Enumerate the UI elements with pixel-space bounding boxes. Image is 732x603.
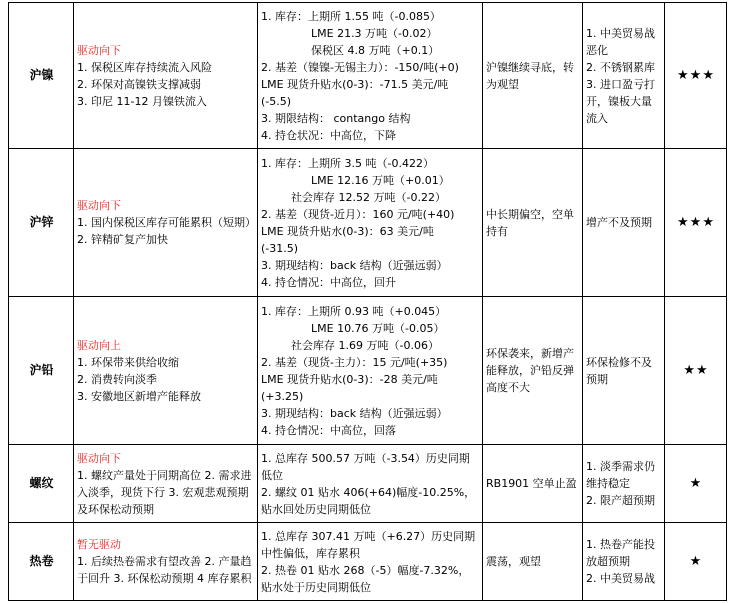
fund-line: 4. 持仓情况：中高位，回落 xyxy=(261,423,396,437)
view-cell: 中长期偏空，空单持有 xyxy=(483,149,583,297)
driver-cell xyxy=(74,3,258,149)
rating-stars: ★★★ xyxy=(665,3,727,149)
driver-title: 驱动向上 xyxy=(77,338,121,352)
view-cell: 环保袭来，新增产能释放，沪铅反弹高度不大 xyxy=(483,297,583,445)
driver-line: 2. 锌精矿复产加快 xyxy=(77,233,168,246)
fund-line: 1. 总库存 307.41 万吨（+6.27）历史同期中性偏低，库存累积 xyxy=(261,529,476,560)
fundamentals-cell xyxy=(258,523,483,601)
fund-line: 2. 基差（现货-近月）：160 元/吨(+40) xyxy=(261,207,455,221)
fund-line: 1. 库存：上期所 1.55 吨（-0.085） xyxy=(261,9,441,23)
driver-line: 1. 国内保税区库存可能累积（短期） xyxy=(77,216,256,229)
fund-line: 3. 期限结构： contango 结构 xyxy=(261,111,411,125)
risk-cell: 环保检修不及预期 xyxy=(583,297,665,445)
driver-title: 驱动向下 xyxy=(77,199,121,212)
view-cell: 沪镍继续寻底，转为观望 xyxy=(483,3,583,149)
fund-line: 4. 持仓状况：中高位，下降 xyxy=(261,128,396,142)
driver-cell xyxy=(74,297,258,445)
fund-line: 4. 持仓情况：中高位，回升 xyxy=(261,275,396,289)
driver-line: 3. 安徽地区新增产能释放 xyxy=(77,389,201,403)
driver-line: 1. 保税区库存持续流入风险 xyxy=(77,60,212,74)
fund-line: LME 现货升贴水(0-3)：-28 美元/吨 xyxy=(261,372,438,386)
fund-line: 2. 螺纹 01 贴水 406(+64)幅度-10.25%，贴水回处历史同期低位 xyxy=(261,485,476,516)
fund-line: 1. 总库存 500.57 万吨（-3.54）历史同期低位 xyxy=(261,451,470,482)
driver-cell xyxy=(74,445,258,523)
commodity-name: 热卷 xyxy=(9,523,74,601)
table-row-lead xyxy=(9,297,727,445)
fund-line: 2. 热卷 01 贴水 268（-5）幅度-7.32%，贴水处于历史同期低位 xyxy=(261,563,470,594)
rating-stars: ★★ xyxy=(665,297,727,445)
driver-line: 2. 消费转向淡季 xyxy=(77,372,157,386)
driver-line: 3. 印尼 11-12 月镍铁流入 xyxy=(77,94,207,108)
view-cell: RB1901 空单止盈 xyxy=(483,445,583,523)
driver-line: 2. 环保对高镍铁支撑减弱 xyxy=(77,77,201,91)
fund-line: (+3.25) xyxy=(261,389,304,403)
fundamentals-cell xyxy=(258,445,483,523)
rating-stars: ★ xyxy=(665,445,727,523)
rating-stars: ★★★ xyxy=(665,149,727,297)
table-row-nickel xyxy=(9,3,727,149)
fund-line: 保税区 4.8 万吨（+0.1） xyxy=(311,43,440,57)
fundamentals-cell xyxy=(258,3,483,149)
rating-stars: ★ xyxy=(665,523,727,601)
commodity-name: 螺纹 xyxy=(9,445,74,523)
commodity-name: 沪镍 xyxy=(9,3,74,149)
table-row-hot-coil xyxy=(9,523,727,601)
fund-line: 2. 基差（现货-主力）：15 元/吨(+35) xyxy=(261,355,448,369)
commodity-strategy-table xyxy=(8,2,727,601)
risk-cell: 增产不及预期 xyxy=(583,149,665,297)
table-row-rebar xyxy=(9,445,727,523)
fund-line: LME 21.3 万吨（-0.02） xyxy=(311,26,438,40)
fund-line: 3. 期现结构：back 结构（近强远弱） xyxy=(261,406,448,420)
fund-line: 2. 基差（镍镍-无锡主力）：-150/吨(+0) xyxy=(261,60,459,74)
commodity-name: 沪铅 xyxy=(9,297,74,445)
risk-cell: 1. 热卷产能投放超预期 2. 中美贸易战 xyxy=(583,523,665,601)
driver-title: 暂无驱动 xyxy=(77,538,121,551)
view-cell: 震荡，观望 xyxy=(483,523,583,601)
fundamentals-cell xyxy=(258,297,483,445)
driver-line: 1. 后续热卷需求有望改善 2. 产量趋于回升 3. 环保松动预期 4 库存累积 xyxy=(77,555,252,585)
risk-cell: 1. 中美贸易战恶化 2. 不锈钢累库 3. 进口盈亏打开，镍板大量流入 xyxy=(583,3,665,149)
driver-title: 驱动向下 xyxy=(77,43,121,57)
fund-line: (-5.5) xyxy=(261,94,292,108)
fund-line: LME 10.76 万吨（-0.05） xyxy=(311,321,445,335)
fund-line: 1. 库存：上期所 3.5 吨（-0.422） xyxy=(261,156,434,170)
driver-title: 驱动向下 xyxy=(77,451,121,465)
driver-line: 1. 螺纹产量处于同期高位 2. 需求进入淡季，现货下行 3. 宏观悲观预期及环保松动预期 xyxy=(77,468,252,516)
fund-line: 社会库存 12.52 万吨（-0.22） xyxy=(291,190,446,204)
risk-cell: 1. 淡季需求仍维持稳定 2. 限产超预期 xyxy=(583,445,665,523)
fund-line: LME 12.16 万吨（+0.01） xyxy=(311,173,450,187)
driver-cell xyxy=(74,523,258,601)
fund-line: (-31.5) xyxy=(261,241,299,255)
driver-line: 1. 环保带来供给收缩 xyxy=(77,355,179,369)
driver-cell xyxy=(74,149,258,297)
fund-line: 1. 库存：上期所 0.93 吨（+0.045） xyxy=(261,304,447,318)
fund-line: 3. 期现结构：back 结构（近强远弱） xyxy=(261,258,448,272)
fundamentals-cell xyxy=(258,149,483,297)
commodity-name: 沪锌 xyxy=(9,149,74,297)
table-row-zinc xyxy=(9,149,727,297)
fund-line: LME 现货升贴水(0-3)：63 美元/吨 xyxy=(261,224,434,238)
fund-line: LME 现货升贴水(0-3)：-71.5 美元/吨 xyxy=(261,77,449,91)
fund-line: 社会库存 1.69 万吨（-0.06） xyxy=(291,338,439,352)
